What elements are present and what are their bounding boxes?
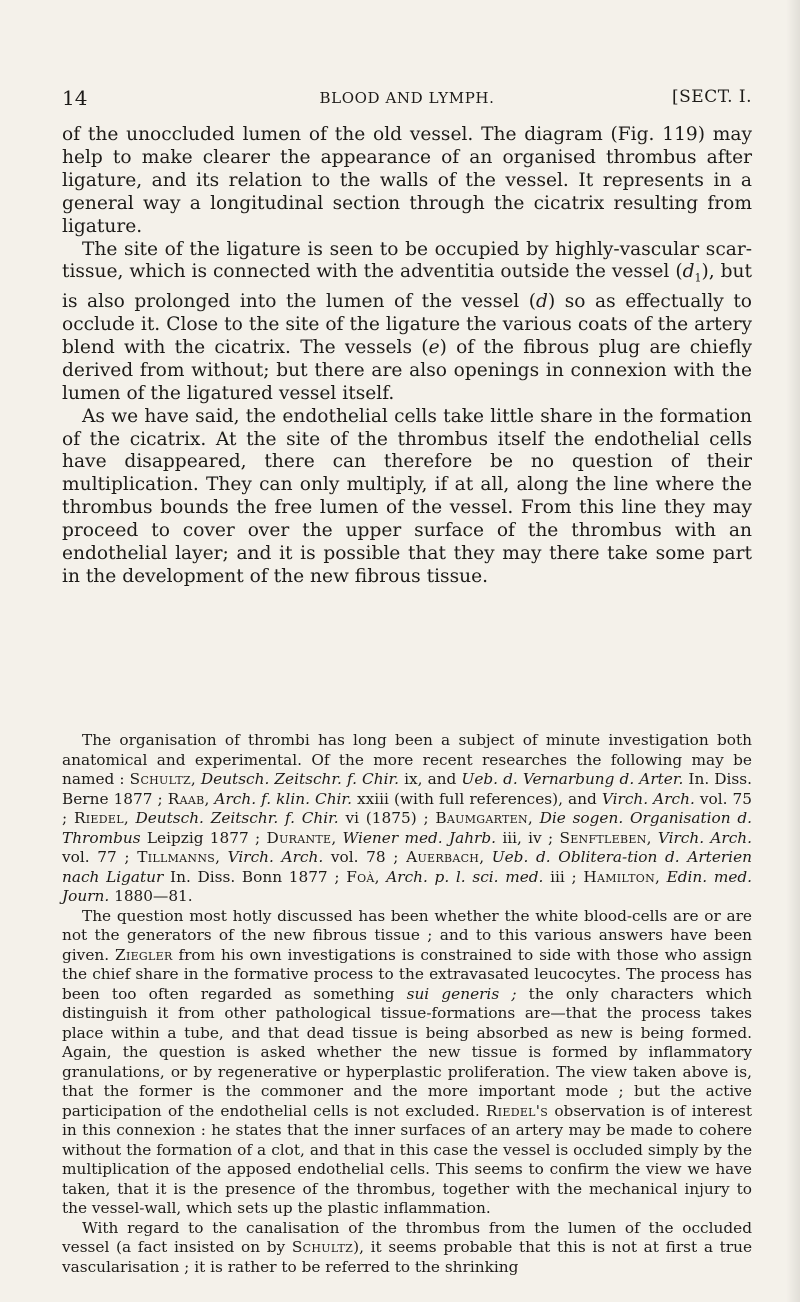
text-run: The site of the ligature is seen to be occupied by highly-vascular scar-tissue, which is connected with the adventitia outside the vessel ( bbox=[62, 238, 752, 283]
author-name: Riedel bbox=[73, 809, 124, 827]
text-run: vol. 78 ; bbox=[323, 848, 407, 866]
text-run: In. Diss. Berne 1877 ; bbox=[62, 770, 752, 808]
text-run: 1880—81. bbox=[109, 887, 193, 905]
text-run: , bbox=[646, 828, 658, 847]
text-run: xxiii (with full references), and bbox=[351, 789, 602, 808]
text-run: The organisation of thrombi has long been a subject of minute investigation both anatomical and experimental. Of the more recent researches the following may be named : bbox=[62, 731, 752, 788]
subscript: 1 bbox=[694, 272, 702, 286]
text-run: , bbox=[527, 809, 540, 827]
italic-text: Virch. Arch. bbox=[657, 828, 753, 847]
italic-text: d bbox=[682, 261, 695, 283]
text-run: The question most hotly discussed has been whether the white blood-cells are or are not the generators of the new fibrous tissue ; and to this various answers have been given. bbox=[62, 906, 752, 964]
italic-text: Wiener med. Jahrb. bbox=[342, 828, 497, 847]
text-run: iii ; bbox=[543, 867, 584, 886]
italic-text: Deutsch. Zeitschr. f. Chir. bbox=[135, 809, 339, 827]
italic-text: Virch. Arch. bbox=[601, 789, 695, 808]
italic-text: Arch. p. l. sci. med. bbox=[386, 867, 544, 886]
running-header bbox=[62, 86, 752, 112]
page-number: 14 bbox=[62, 86, 88, 110]
text-run: ix, and bbox=[399, 770, 462, 788]
text-run: ), it seems probable that this is not at first a true vascularisation ; it is rather to be referred to the shrinking bbox=[62, 1238, 752, 1276]
italic-text: sui generis ; bbox=[406, 984, 517, 1003]
note-paragraph bbox=[62, 1219, 752, 1278]
text-run: ) so as effectually to occlude it. Close to the site of the ligature the various coats of the artery blend with the cicatrix. The vessels ( bbox=[62, 291, 752, 358]
text-run: vol. 77 ; bbox=[62, 848, 138, 866]
italic-text: e bbox=[428, 336, 440, 358]
text-run: from his own investigations is constrained to side with those who assign the chief share in the formative process to the extravasated leucocytes. The process has been too often regarded as something bbox=[62, 945, 752, 1003]
author-name: Raab bbox=[167, 789, 205, 808]
note-paragraph bbox=[62, 731, 752, 907]
italic-text: Arch. f. klin. Chir. bbox=[214, 789, 352, 808]
italic-text: Ueb. d. Oblitera-tion d. Arterien nach Ligatur bbox=[62, 848, 752, 886]
text-run: , bbox=[374, 867, 387, 886]
author-name: Schultz bbox=[291, 1238, 354, 1256]
footnote-text bbox=[62, 731, 752, 1277]
italic-text: Deutsch. Zeitschr. f. Chir. bbox=[200, 770, 399, 788]
text-run: , bbox=[190, 770, 201, 788]
italic-text: Ueb. d. Vernarbung d. Arter. bbox=[461, 770, 684, 788]
italic-text: Die sogen. Organisation d. Thrombus bbox=[62, 809, 752, 847]
text-run: ) of the fibrous plug are chiefly derived from without; but there are also openings in connexion with the lumen of the ligatured vessel itself. bbox=[62, 336, 752, 404]
author-name: Tillmanns bbox=[137, 848, 216, 866]
author-name: Riedel's bbox=[485, 1101, 549, 1120]
page-edge-shadow bbox=[786, 0, 800, 1302]
paragraph bbox=[62, 239, 752, 406]
main-text bbox=[62, 124, 752, 589]
text-run: As we have said, the endothelial cells take little share in the formation of the cicatrix. At the site of the thrombus itself the endothelial cells have disappeared, there can therefore be no question of their multiplication. They can only multiply, if at all, along the line where the thrombus bounds the free lumen of the vessel. From this line they may proceed to cover over the upper surface of the thrombus with an endothelial layer; and it is possible that they may there take some part in the development of the new fibrous tissue. bbox=[62, 405, 752, 587]
text-run: observation is of interest in this connexion : he states that the inner surfaces of an artery may be made to cohere without the formation of a clot, and that in this case the vessel is occluded simply by the multiplication of the apposed endothelial cells. This seems to confirm the view we have taken, that it is the presence of the thrombus, together with the mechanical injury to the vessel-wall, which sets up the plastic inflammation. bbox=[62, 1101, 752, 1217]
text-run: ), but is also prolonged into the lumen of the vessel ( bbox=[62, 261, 752, 313]
text-run: , bbox=[215, 848, 228, 866]
author-name: Senftleben bbox=[559, 828, 647, 847]
author-name: Hamilton bbox=[583, 867, 655, 886]
note-paragraph bbox=[62, 907, 752, 1219]
text-run: the only characters which distinguish it from other pathological tissue-formations are—that the process takes place within a tube, and that dead tissue is being absorbed as new is being formed. Again, the question is asked whether the new tissue is formed by inflammatory granulations, or by regenerative or hyperplastic proliferation. The view taken above is, that the former is the commoner and the more important mode ; but the active participation of the endothelial cells is not excluded. bbox=[62, 984, 752, 1120]
text-run: , bbox=[204, 789, 215, 808]
author-name: Durante bbox=[266, 828, 332, 847]
author-name: Schultz bbox=[129, 770, 191, 788]
paragraph bbox=[62, 124, 752, 239]
text-run: , bbox=[655, 867, 667, 886]
italic-text: d bbox=[536, 291, 548, 313]
text-run: , bbox=[479, 848, 492, 866]
text-run: vi (1875) ; bbox=[338, 809, 436, 827]
paragraph bbox=[62, 406, 752, 589]
italic-text: Edin. med. Journ. bbox=[62, 867, 753, 905]
author-name: Auerbach bbox=[406, 848, 480, 866]
author-name: Foà bbox=[346, 867, 375, 886]
text-run: of the unoccluded lumen of the old vessel. The diagram (Fig. 119) may help to make clearer the appearance of an organised thrombus after ligature, and its relation to the walls of the vessel. It represents in a general way a longitudinal section through the cicatrix resulting from ligature. bbox=[62, 124, 752, 237]
text-run: iii, iv ; bbox=[496, 828, 560, 847]
text-run: Leipzig 1877 ; bbox=[140, 828, 267, 847]
text-run: In. Diss. Bonn 1877 ; bbox=[163, 867, 347, 886]
text-run: , bbox=[123, 809, 136, 827]
running-title: BLOOD AND LYMPH. bbox=[319, 89, 495, 107]
section-label: [SECT. I. bbox=[672, 87, 752, 107]
text-run: , bbox=[331, 828, 343, 847]
text-run: vol. 75 ; bbox=[62, 789, 753, 827]
author-name: Ziegler bbox=[115, 945, 173, 964]
author-name: Baumgarten bbox=[435, 809, 528, 827]
italic-text: Virch. Arch. bbox=[227, 848, 324, 866]
text-run: With regard to the canalisation of the thrombus from the lumen of the occluded vessel (a fact insisted on by bbox=[62, 1218, 752, 1256]
